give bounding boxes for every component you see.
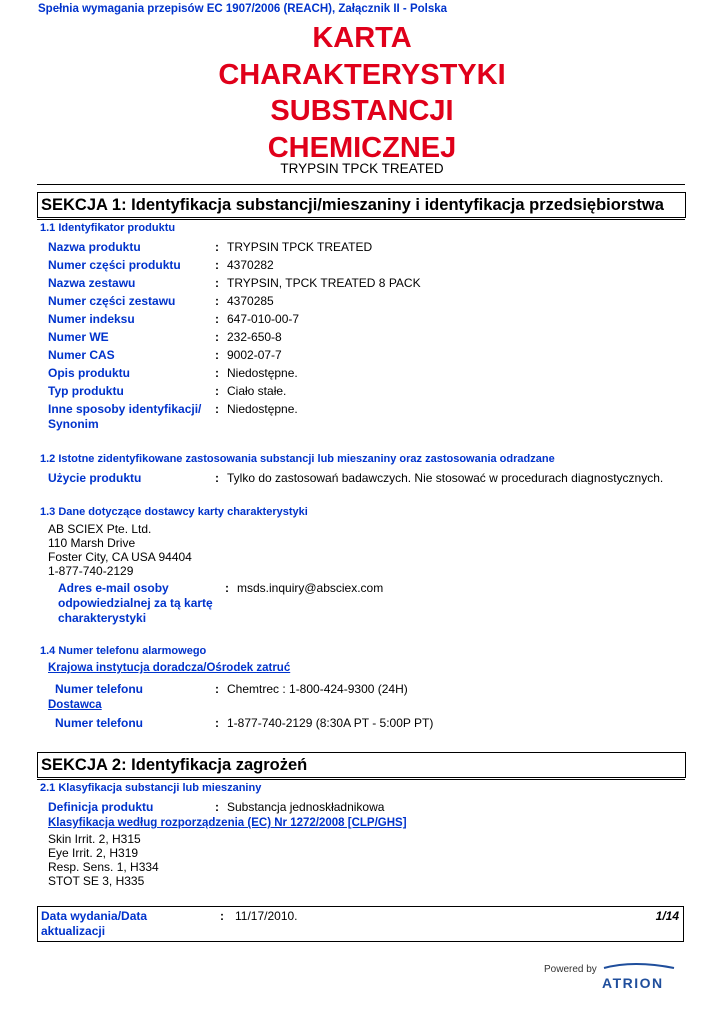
field-label: Numer indeksu <box>48 312 135 326</box>
atrion-logo-graphic <box>534 958 684 992</box>
field-colon: : <box>225 581 229 595</box>
field-colon: : <box>215 276 219 290</box>
field-value: 647-010-00-7 <box>227 312 300 326</box>
section-1-divider <box>37 219 685 220</box>
powered-by-text: Powered by <box>544 964 597 975</box>
section-1-heading: SEKCJA 1: Identyfikacja substancji/mieszaniny i identyfikacja przedsiębiorstwa <box>37 192 686 218</box>
clp-classification-heading: Klasyfikacja według rozporządzenia (EC) Nr 1272/2008 [CLP/GHS] <box>48 817 407 829</box>
field-value: 4370282 <box>227 258 274 272</box>
classification-item: STOT SE 3, H335 <box>48 874 145 888</box>
field-label: Numer części zestawu <box>48 294 176 308</box>
classification-item: Skin Irrit. 2, H315 <box>48 832 141 846</box>
title-line-4: CHEMICZNEJ <box>267 131 457 164</box>
national-phone-label: Numer telefonu <box>55 682 144 696</box>
national-advisory-heading: Krajowa instytucja doradcza/Ośrodek zatruć <box>48 662 291 674</box>
field-colon: : <box>215 800 219 814</box>
email-value[interactable]: msds.inquiry@absciex.com <box>237 581 384 595</box>
product-use-value: Tylko do zastosowań badawczych. Nie stosować w procedurach diagnostycznych. <box>227 471 664 485</box>
product-definition-value: Substancja jednoskładnikowa <box>227 800 385 814</box>
supplier-city: Foster City, CA USA 94404 <box>48 550 192 564</box>
title-line-1: KARTA <box>312 22 412 54</box>
footer-box <box>37 906 684 942</box>
field-colon: : <box>215 348 219 362</box>
supplier-name: AB SCIEX Pte. Ltd. <box>48 522 152 536</box>
issue-date-label: Data wydania/Data aktualizacji <box>41 909 148 938</box>
field-label: Inne sposoby identyfikacji/ Synonim <box>48 402 202 431</box>
logo-swoosh-icon <box>604 964 674 968</box>
field-colon: : <box>220 909 224 923</box>
page-number: 1/14 <box>655 909 679 923</box>
title-line-3: SUBSTANCJI <box>270 95 454 127</box>
product-definition-label: Definicja produktu <box>48 800 154 814</box>
field-colon: : <box>215 366 219 380</box>
field-colon: : <box>215 384 219 398</box>
atrion-brand-text: ATRION <box>602 975 664 991</box>
field-colon: : <box>215 258 219 272</box>
field-colon: : <box>215 716 219 730</box>
field-value: 232-650-8 <box>227 330 282 344</box>
classification-item: Resp. Sens. 1, H334 <box>48 860 159 874</box>
field-label: Numer CAS <box>48 348 115 362</box>
issue-date-value: 11/17/2010. <box>235 909 298 923</box>
product-use-label: Użycie produktu <box>48 471 142 485</box>
field-label: Numer WE <box>48 330 109 344</box>
subsection-1-1-heading: 1.1 Identyfikator produktu <box>40 222 176 234</box>
field-label: Opis produktu <box>48 366 130 380</box>
supplier-heading: Dostawca <box>48 699 102 711</box>
field-colon: : <box>215 240 219 254</box>
subsection-1-4-heading: 1.4 Numer telefonu alarmowego <box>40 645 207 657</box>
document-title <box>0 20 724 166</box>
field-value: Ciało stałe. <box>227 384 287 398</box>
field-colon: : <box>215 471 219 485</box>
field-label: Nazwa zestawu <box>48 276 136 290</box>
field-label: Nazwa produktu <box>48 240 141 254</box>
supplier-street: 110 Marsh Drive <box>48 536 136 550</box>
section-2-divider <box>37 779 685 780</box>
product-subtitle: TRYPSIN TPCK TREATED <box>280 161 444 176</box>
subsection-2-1-heading: 2.1 Klasyfikacja substancji lub mieszaniny <box>40 782 262 794</box>
supplier-phone-value: 1-877-740-2129 (8:30A PT - 5:00P PT) <box>227 716 434 730</box>
field-value: Niedostępne. <box>227 366 298 380</box>
section-2-heading: SEKCJA 2: Identyfikacja zagrożeń <box>37 752 686 778</box>
atrion-logo <box>534 958 684 997</box>
subsection-1-3-heading: 1.3 Dane dotyczące dostawcy karty charakterystyki <box>40 506 308 518</box>
title-line-2: CHARAKTERYSTYKI <box>218 58 506 91</box>
field-colon: : <box>215 294 219 308</box>
field-label: Typ produktu <box>48 384 124 398</box>
supplier-phone: 1-877-740-2129 <box>48 564 134 578</box>
field-value: 9002-07-7 <box>227 348 282 362</box>
national-phone-value: Chemtrec : 1-800-424-9300 (24H) <box>227 682 408 696</box>
field-colon: : <box>215 312 219 326</box>
field-value: Niedostępne. <box>227 402 298 416</box>
field-colon: : <box>215 402 219 416</box>
field-label: Numer części produktu <box>48 258 181 272</box>
classification-item: Eye Irrit. 2, H319 <box>48 846 139 860</box>
field-value: TRYPSIN, TPCK TREATED 8 PACK <box>227 276 421 290</box>
field-colon: : <box>215 682 219 696</box>
field-colon: : <box>215 330 219 344</box>
subsection-1-2-heading: 1.2 Istotne zidentyfikowane zastosowania substancji lub mieszaniny oraz zastosowania odradzane <box>40 453 555 465</box>
field-value: 4370285 <box>227 294 274 308</box>
header-divider <box>37 184 685 185</box>
regulation-notice: Spełnia wymagania przepisów EC 1907/2006 (REACH), Załącznik II - Polska <box>38 3 448 15</box>
email-label: Adres e-mail osoby odpowiedzialnej za tą kartę charakterystyki <box>58 581 213 625</box>
field-value: TRYPSIN TPCK TREATED <box>227 240 373 254</box>
supplier-phone-label: Numer telefonu <box>55 716 144 730</box>
